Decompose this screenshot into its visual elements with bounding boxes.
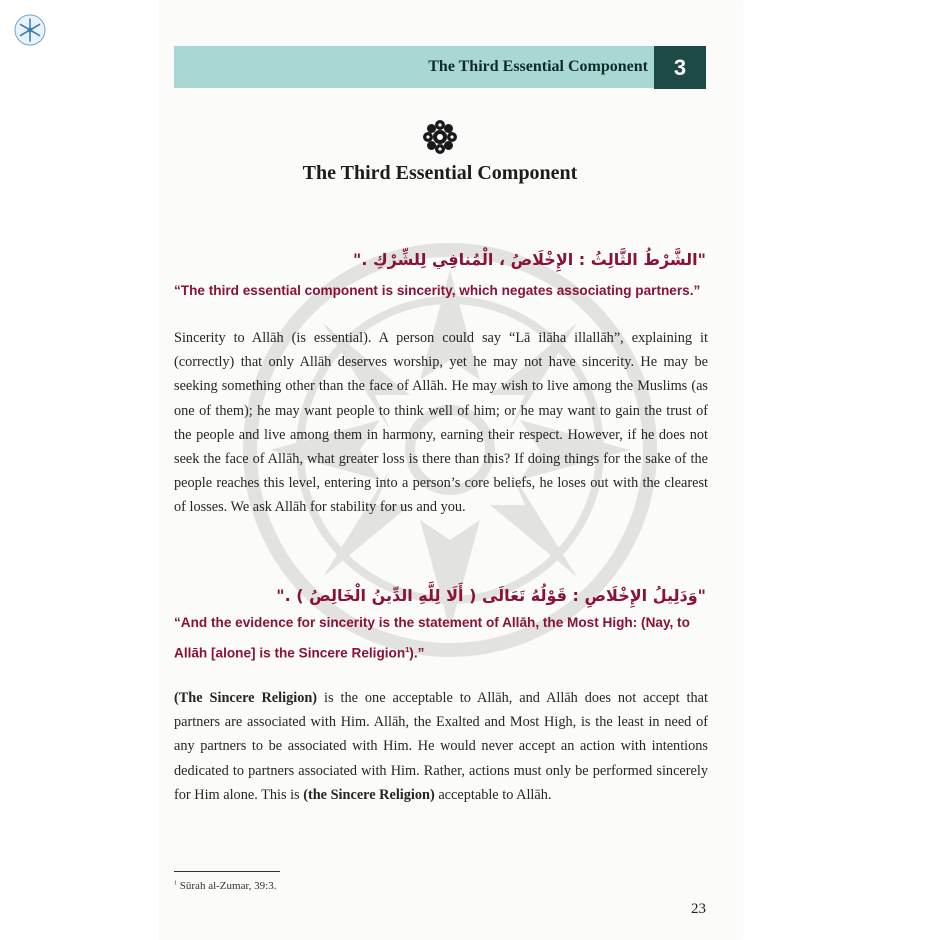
paragraph-text: acceptable to Allāh. <box>434 786 552 803</box>
arabic-text-evidence: "وَدَلِيلُ الإِخْلَاصِ : قَوْلُهُ تَعَالَى ( أَلَا لِلَّهِ الدِّينُ الْخَالِصُ ) ." <box>276 586 706 605</box>
page-title: The Third Essential Component <box>302 162 578 184</box>
quote-evidence <box>174 609 714 667</box>
page-number: 23 <box>691 901 706 917</box>
snowflake-logo-icon <box>14 14 46 46</box>
footnote-number: 1 <box>174 880 178 887</box>
quote-evidence-text: “And the evidence for sincerity is the statement of Allāh, the Most High: (Nay, to Allāh [alone] is the Sincere Religion <box>174 615 690 661</box>
footnote-divider <box>174 871 280 872</box>
book-page <box>160 0 742 940</box>
quote-third-component: “The third essential component is sincerity, which negates associating partners.” <box>174 283 701 298</box>
bold-phrase: (the Sincere Religion) <box>303 786 435 803</box>
paragraph-text: is the one acceptable to Allāh, and Allāh does not accept that partners are associated with Him. Allāh, the Exalted and Most High, is the least in need of any partners to be associated with Him. He would never accept an action with intentions dedicated to partners associated with Him. Rather, actions must only be performed sincerely for Him alone. This is <box>174 690 708 803</box>
quote-evidence-end: ).” <box>409 645 425 661</box>
arabic-text-third-component: "الشَّرْطُ الثَّالِثُ : الإِخْلَاصُ ، الْمُنافِي لِلشِّرْكِ ." <box>353 250 706 269</box>
footnote <box>174 880 276 892</box>
chapter-number-badge: 3 <box>654 46 706 89</box>
chapter-header-bar <box>174 46 654 88</box>
bold-phrase: (The Sincere Religion) <box>174 690 318 706</box>
footnote-text: Sūrah al-Zumar, 39:3. <box>177 880 277 892</box>
header-title: The Third Essential Component <box>428 58 648 75</box>
sincere-religion-paragraph <box>174 686 708 807</box>
floral-ornament-icon <box>423 120 457 154</box>
sincerity-paragraph: Sincerity to Allāh (is essential). A person could say “Lā ilāha illallāh”, explaining it (correctly) that only Allāh deserves worship, yet he may not have sincerity. He may be seeking something other than the face of Allāh. He may wish to live among the Muslims (as one of them); he may want people to think well of him; or he may want to gain the trust of the people and live among them in harmony, earning their respect. However, if he does not seek the face of Allāh, what greater loss is there than this? If doing things for the sake of the people reaches this level, entering into a person’s core beliefs, he loses out with the clearest of losses. We ask Allāh for stability for us and you. <box>174 330 708 516</box>
footnote-marker[interactable]: 1 <box>405 645 410 654</box>
